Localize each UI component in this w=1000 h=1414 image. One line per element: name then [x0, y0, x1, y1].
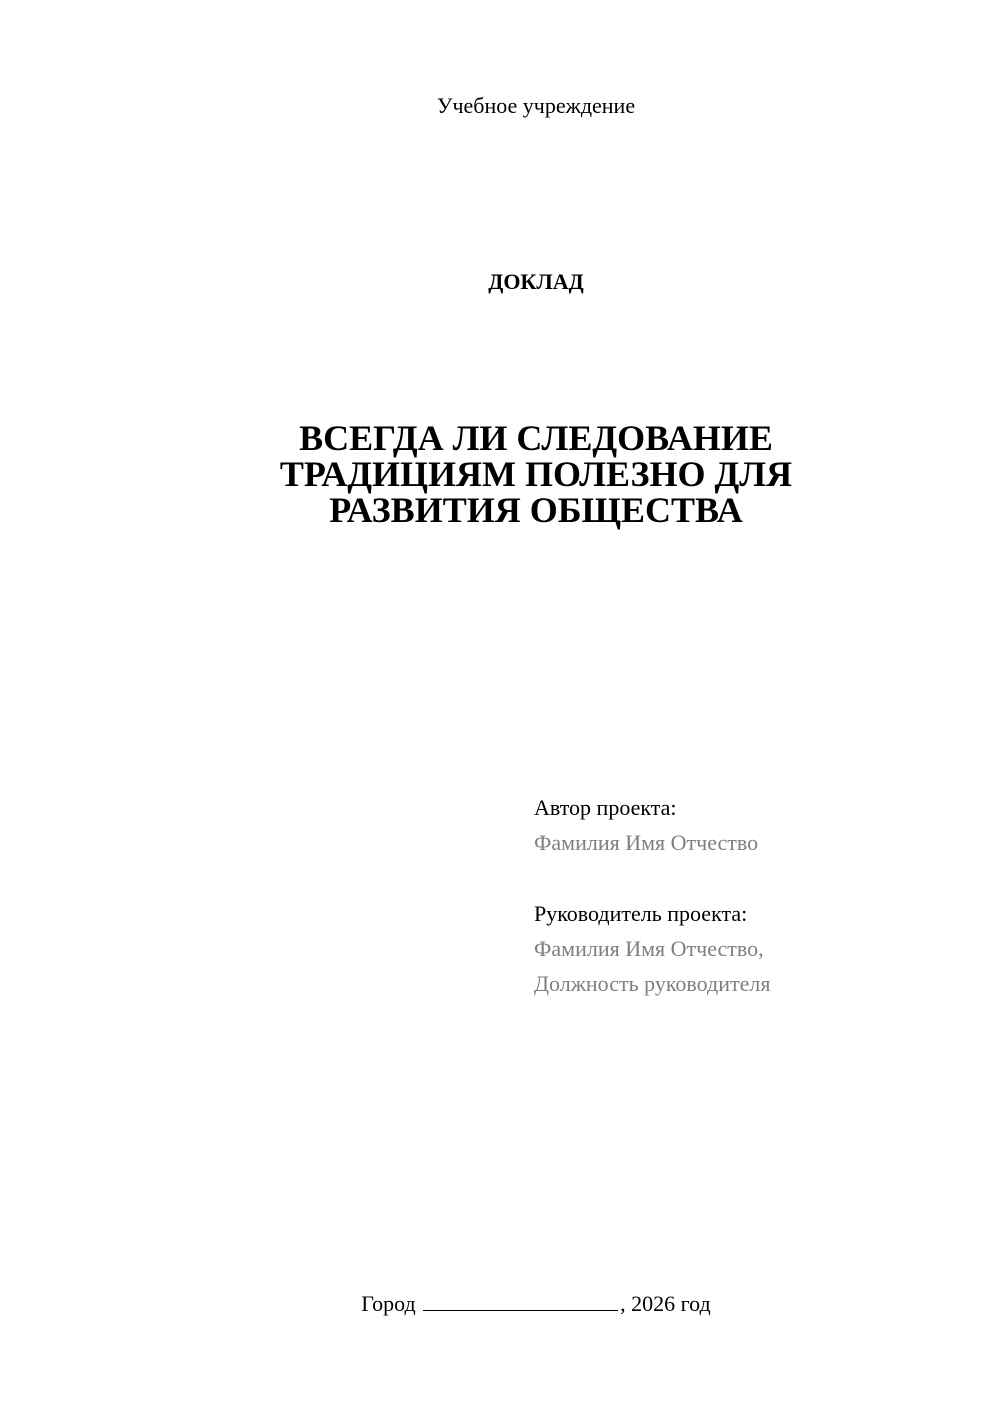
city-label: Город [361, 1291, 416, 1316]
title-line: ВСЕГДА ЛИ СЛЕДОВАНИЕ [299, 418, 773, 458]
city-blank-line [423, 1290, 618, 1311]
spacer [534, 860, 770, 896]
year-text: , 2026 год [620, 1291, 711, 1316]
document-type: ДОКЛАД [488, 269, 584, 294]
institution-name: Учебное учреждение [436, 93, 636, 118]
title-line: РАЗВИТИЯ ОБЩЕСТВА [329, 490, 743, 530]
author-label: Автор проекта: [534, 795, 677, 820]
supervisor-label: Руководитель проекта: [534, 901, 748, 926]
author-name: Фамилия Имя Отчество [534, 830, 759, 855]
supervisor-name: Фамилия Имя Отчество, [534, 936, 764, 961]
document-title [0, 420, 1000, 528]
supervisor-position: Должность руководителя [534, 971, 771, 996]
authors-block [534, 790, 770, 1001]
footer-city-year [0, 1290, 1000, 1318]
title-line: ТРАДИЦИЯМ ПОЛЕЗНО ДЛЯ [279, 454, 793, 494]
